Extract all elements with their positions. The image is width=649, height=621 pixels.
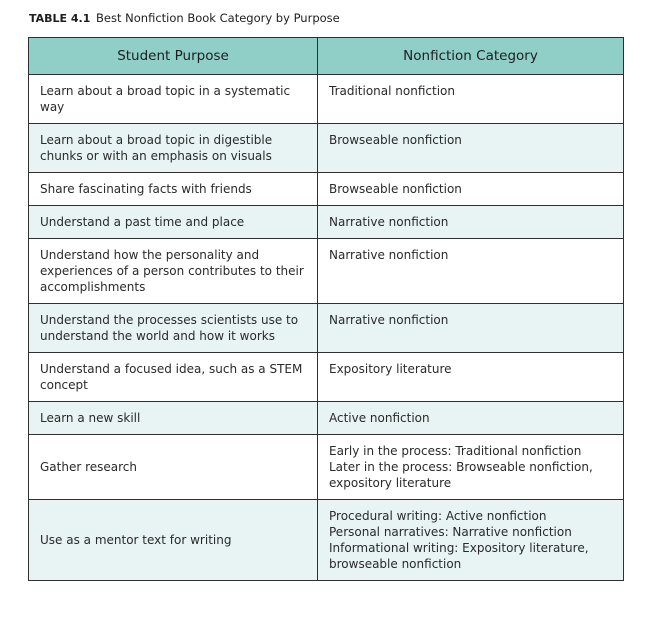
table-row xyxy=(29,353,624,402)
purpose-cell: Understand a focused idea, such as a STEM concept xyxy=(29,353,318,402)
purpose-cell: Gather research xyxy=(29,435,318,500)
header-nonfiction-category: Nonfiction Category xyxy=(318,38,624,75)
table-row xyxy=(29,239,624,304)
purpose-cell: Learn about a broad topic in a systematic way xyxy=(29,75,318,124)
category-line: Browseable nonfiction xyxy=(329,182,462,196)
table-caption xyxy=(29,10,340,27)
purpose-cell: Understand a past time and place xyxy=(29,206,318,239)
table-row xyxy=(29,500,624,581)
table-row xyxy=(29,304,624,353)
purpose-cell: Learn a new skill xyxy=(29,402,318,435)
category-cell xyxy=(318,304,624,353)
category-line: Narrative nonfiction xyxy=(329,248,449,262)
category-line: Early in the process: Traditional nonfiction xyxy=(329,444,582,458)
category-line: Active nonfiction xyxy=(329,411,430,425)
category-line: Informational writing: Expository literature, browseable nonfiction xyxy=(329,541,589,571)
category-cell xyxy=(318,435,624,500)
purpose-cell: Learn about a broad topic in digestible chunks or with an emphasis on visuals xyxy=(29,124,318,173)
category-line: Procedural writing: Active nonfiction xyxy=(329,509,547,523)
table-row xyxy=(29,435,624,500)
table-number: TABLE 4.1 xyxy=(29,12,91,25)
category-line: Later in the process: Browseable nonfiction, expository literature xyxy=(329,460,593,490)
category-cell xyxy=(318,239,624,304)
header-student-purpose: Student Purpose xyxy=(29,38,318,75)
category-cell xyxy=(318,402,624,435)
category-line: Traditional nonfiction xyxy=(329,84,455,98)
category-cell xyxy=(318,353,624,402)
category-cell xyxy=(318,206,624,239)
category-cell xyxy=(318,124,624,173)
category-line: Personal narratives: Narrative nonfiction xyxy=(329,525,572,539)
table-title: Best Nonfiction Book Category by Purpose xyxy=(96,11,340,25)
table-row xyxy=(29,75,624,124)
table-row xyxy=(29,124,624,173)
purpose-cell: Understand how the personality and experiences of a person contributes to their accomplishments xyxy=(29,239,318,304)
category-line: Browseable nonfiction xyxy=(329,133,462,147)
category-line: Expository literature xyxy=(329,362,452,376)
purpose-cell: Use as a mentor text for writing xyxy=(29,500,318,581)
table-header-row xyxy=(29,38,624,75)
table-row xyxy=(29,402,624,435)
table-row xyxy=(29,206,624,239)
category-cell xyxy=(318,75,624,124)
category-line: Narrative nonfiction xyxy=(329,215,449,229)
table-row xyxy=(29,173,624,206)
category-line: Narrative nonfiction xyxy=(329,313,449,327)
category-cell xyxy=(318,500,624,581)
nonfiction-category-table xyxy=(28,37,624,581)
purpose-cell: Share fascinating facts with friends xyxy=(29,173,318,206)
purpose-cell: Understand the processes scientists use to understand the world and how it works xyxy=(29,304,318,353)
category-cell xyxy=(318,173,624,206)
